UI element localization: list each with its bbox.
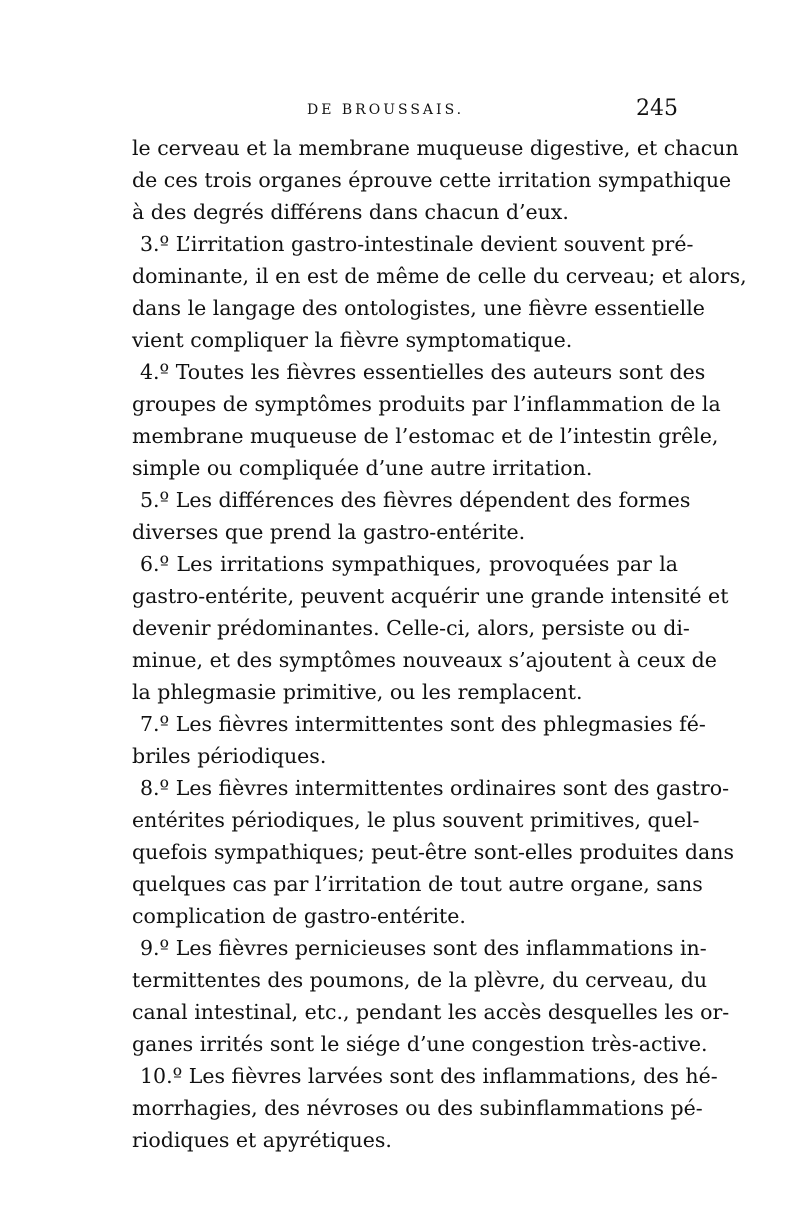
text-line: 3.º L’irritation gastro-intestinale devient souvent pré- [140, 232, 694, 256]
text-line: le cerveau et la membrane muqueuse digestive, et chacun [132, 136, 739, 160]
body-text [132, 132, 747, 1156]
text-line: minue, et des symptômes nouveaux s’ajoutent à ceux de [132, 648, 717, 672]
text-line: 4.º Toutes les fièvres essentielles des auteurs sont des [140, 360, 706, 384]
text-line: riodiques et apyrétiques. [132, 1128, 392, 1152]
text-line: complication de gastro-entérite. [132, 904, 466, 928]
text-line: à des degrés différens dans chacun d’eux. [132, 200, 569, 224]
page-header [132, 98, 678, 132]
text-line: groupes de symptômes produits par l’inflammation de la [132, 392, 721, 416]
text-line: ganes irrités sont le siége d’une congestion très-active. [132, 1032, 708, 1056]
text-line: 8.º Les fièvres intermittentes ordinaires sont des gastro- [140, 776, 730, 800]
text-line: termittentes des poumons, de la plèvre, du cerveau, du [132, 968, 708, 992]
text-line: vient compliquer la fièvre symptomatique. [132, 328, 573, 352]
text-line: diverses que prend la gastro-entérite. [132, 520, 526, 544]
text-line: quefois sympathiques; peut-être sont-elles produites dans [132, 840, 734, 864]
text-line: briles périodiques. [132, 744, 327, 768]
text-line: dans le langage des ontologistes, une fièvre essentielle [132, 296, 705, 320]
text-line: membrane muqueuse de l’estomac et de l’intestin grêle, [132, 424, 719, 448]
text-line: 10.º Les fièvres larvées sont des inflammations, des hé- [140, 1064, 718, 1088]
page-number: 245 [636, 96, 678, 121]
text-line: 5.º Les différences des fièvres dépendent des formes [140, 488, 691, 512]
text-line: 9.º Les fièvres pernicieuses sont des inflammations in- [140, 936, 707, 960]
text-line: gastro-entérite, peuvent acquérir une grande intensité et [132, 584, 729, 608]
text-line: quelques cas par l’irritation de tout autre organe, sans [132, 872, 703, 896]
text-line: 7.º Les fièvres intermittentes sont des phlegmasies fé- [140, 712, 706, 736]
text-line: dominante, il en est de même de celle du cerveau; et alors, [132, 264, 747, 288]
text-line: simple ou compliquée d’une autre irritation. [132, 456, 593, 480]
text-line: canal intestinal, etc., pendant les accès desquelles les or- [132, 1000, 730, 1024]
text-line: morrhagies, des névroses ou des subinflammations pé- [132, 1096, 703, 1120]
text-line: de ces trois organes éprouve cette irritation sympathique [132, 168, 732, 192]
running-head: DE BROUSSAIS. [307, 102, 465, 118]
text-line: devenir prédominantes. Celle-ci, alors, persiste ou di- [132, 616, 690, 640]
text-line: 6.º Les irritations sympathiques, provoquées par la [140, 552, 678, 576]
text-line: la phlegmasie primitive, ou les remplacent. [132, 680, 583, 704]
text-line: entérites périodiques, le plus souvent primitives, quel- [132, 808, 700, 832]
